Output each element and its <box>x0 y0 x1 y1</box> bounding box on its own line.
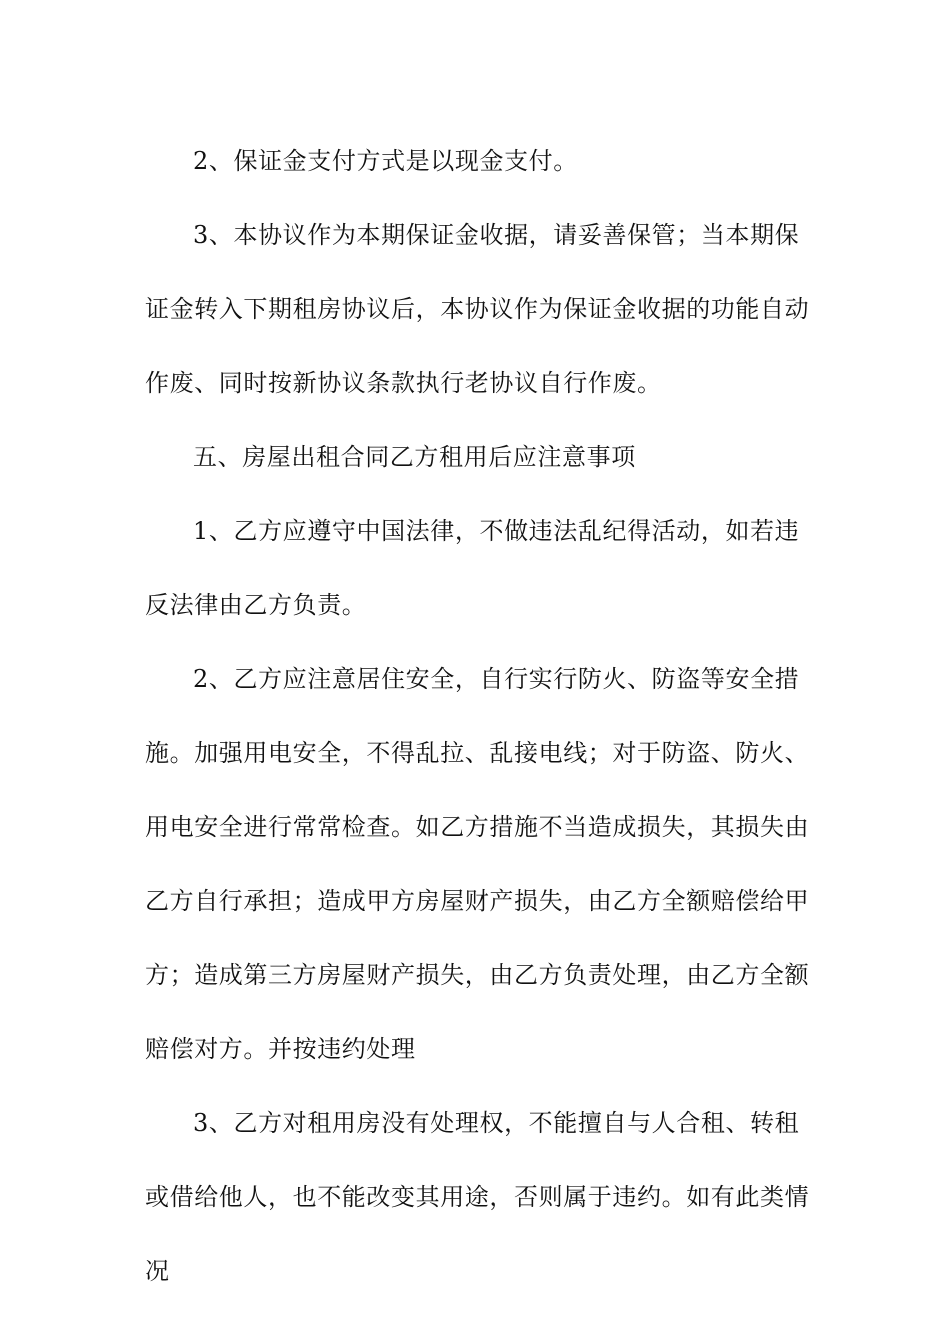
paragraph-no-sublet: 3、乙方对租用房没有处理权，不能擅自与人合租、转租或借给他人，也不能改变其用途，否则属于违约。如有此类情况 <box>145 1109 810 1285</box>
section-heading-tenant-notes: 五、房屋出租合同乙方租用后应注意事项 <box>193 443 636 471</box>
paragraph-safety: 2、乙方应注意居住安全，自行实行防火、防盗等安全措施。加强用电安全，不得乱拉、乱接电线；对于防盗、防火、用电安全进行常常检查。如乙方措施不当造成损失，其损失由乙方自行承担；造成甲方房屋财产损失，由乙方全额赔偿给甲方；造成第三方房屋财产损失，由乙方负责处理，由乙方全额赔偿对方。并按违约处理 <box>145 665 810 1063</box>
paragraph-obey-law: 1、乙方应遵守中国法律，不做违法乱纪得活动，如若违反法律由乙方负责。 <box>145 517 800 619</box>
paragraph-deposit-receipt: 3、本协议作为本期保证金收据，请妥善保管；当本期保证金转入下期租房协议后，本协议作为保证金收据的功能自动作废、同时按新协议条款执行老协议自行作废。 <box>145 221 810 397</box>
document-body <box>145 124 810 1308</box>
paragraph-deposit-payment-method: 2、保证金支付方式是以现金支付。 <box>193 147 578 175</box>
